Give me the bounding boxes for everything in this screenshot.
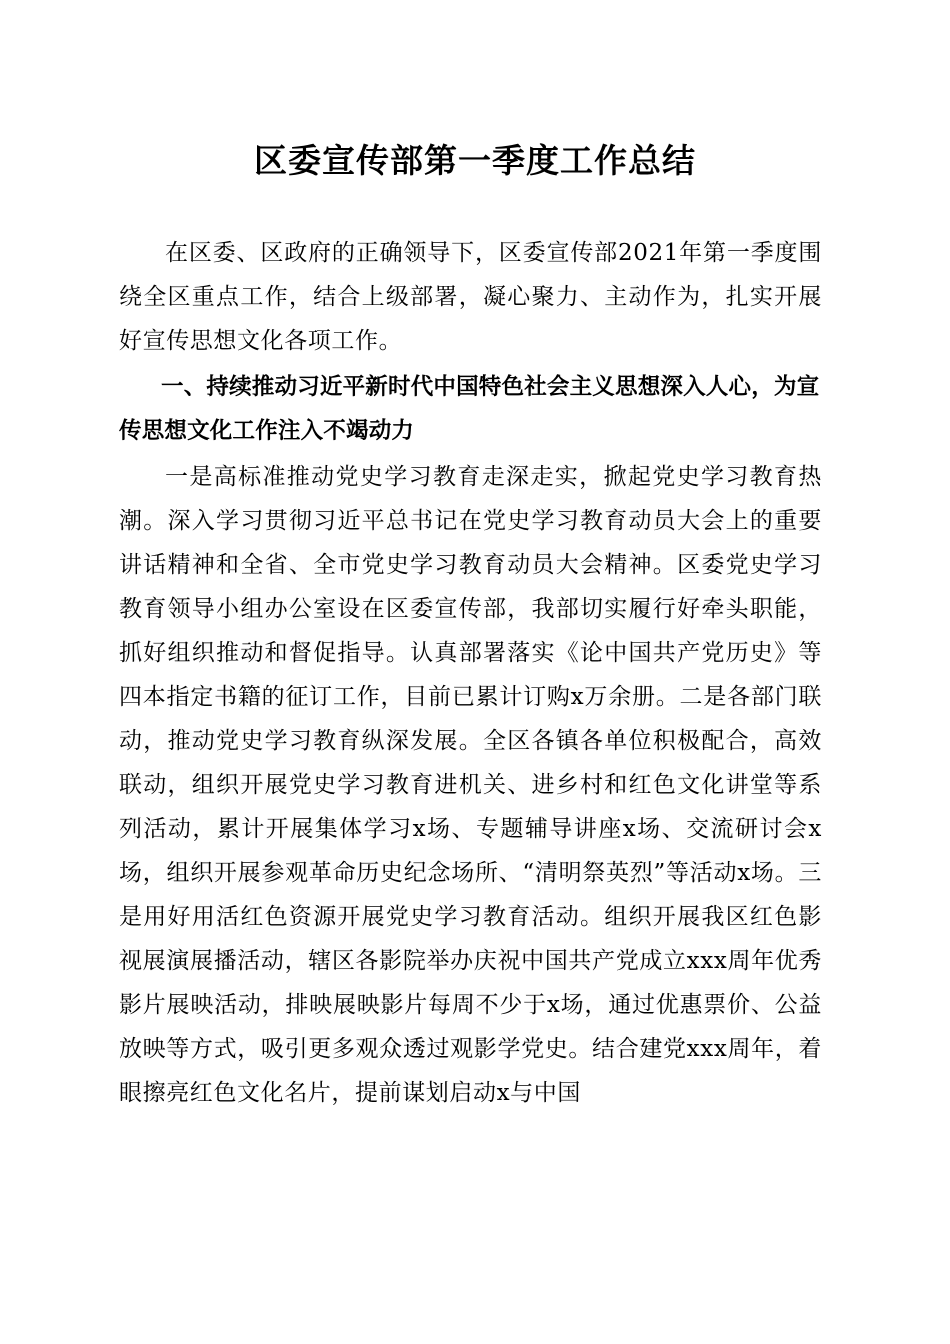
section-heading: 一、持续推动习近平新时代中国特色社会主义思想深入人心，为宣传思想文化工作注入不竭动力 — [119, 374, 820, 444]
document-title: 区委宣传部第一季度工作总结 — [254, 141, 696, 180]
section-body-paragraph: 一是高标准推动党史学习教育走深走实，掀起党史学习教育热潮。深入学习贯彻习近平总书记在党史学习教育动员大会上的重要讲话精神和全省、全市党史学习教育动员大会精神。区委党史学习教育领导小组办公室设在区委宣传部，我部切实履行好牵头职能，抓好组织推动和督促指导。认真部署落实《论中国共产党历史》等四本指定书籍的征订工作，目前已累计订购x万余册。二是各部门联动，推动党史学习教育纵深发展。全区各镇各单位积极配合，高效联动，组织开展党史学习教育进机关、进乡村和红色文化讲堂等系列活动，累计开展集体学习x场、专题辅导讲座x场、交流研讨会x场，组织开展参观革命历史纪念场所、“清明祭英烈”等活动x场。三是用好用活红色资源开展党史学习教育活动。组织开展我区红色影视展演展播活动，辖区各影院举办庆祝中国共产党成立xxx周年优秀影片展映活动，排映展映影片每周不少于x场，通过优惠票价、公益放映等方式，吸引更多观众透过观影学党史。结合建党xxx周年，着眼擦亮红色文化名片，提前谋划启动x与中国 — [119, 464, 822, 1106]
intro-paragraph: 在区委、区政府的正确领导下，区委宣传部2021年第一季度围绕全区重点工作，结合上级部署，凝心聚力、主动作为，扎实开展好宣传思想文化各项工作。 — [119, 240, 822, 354]
